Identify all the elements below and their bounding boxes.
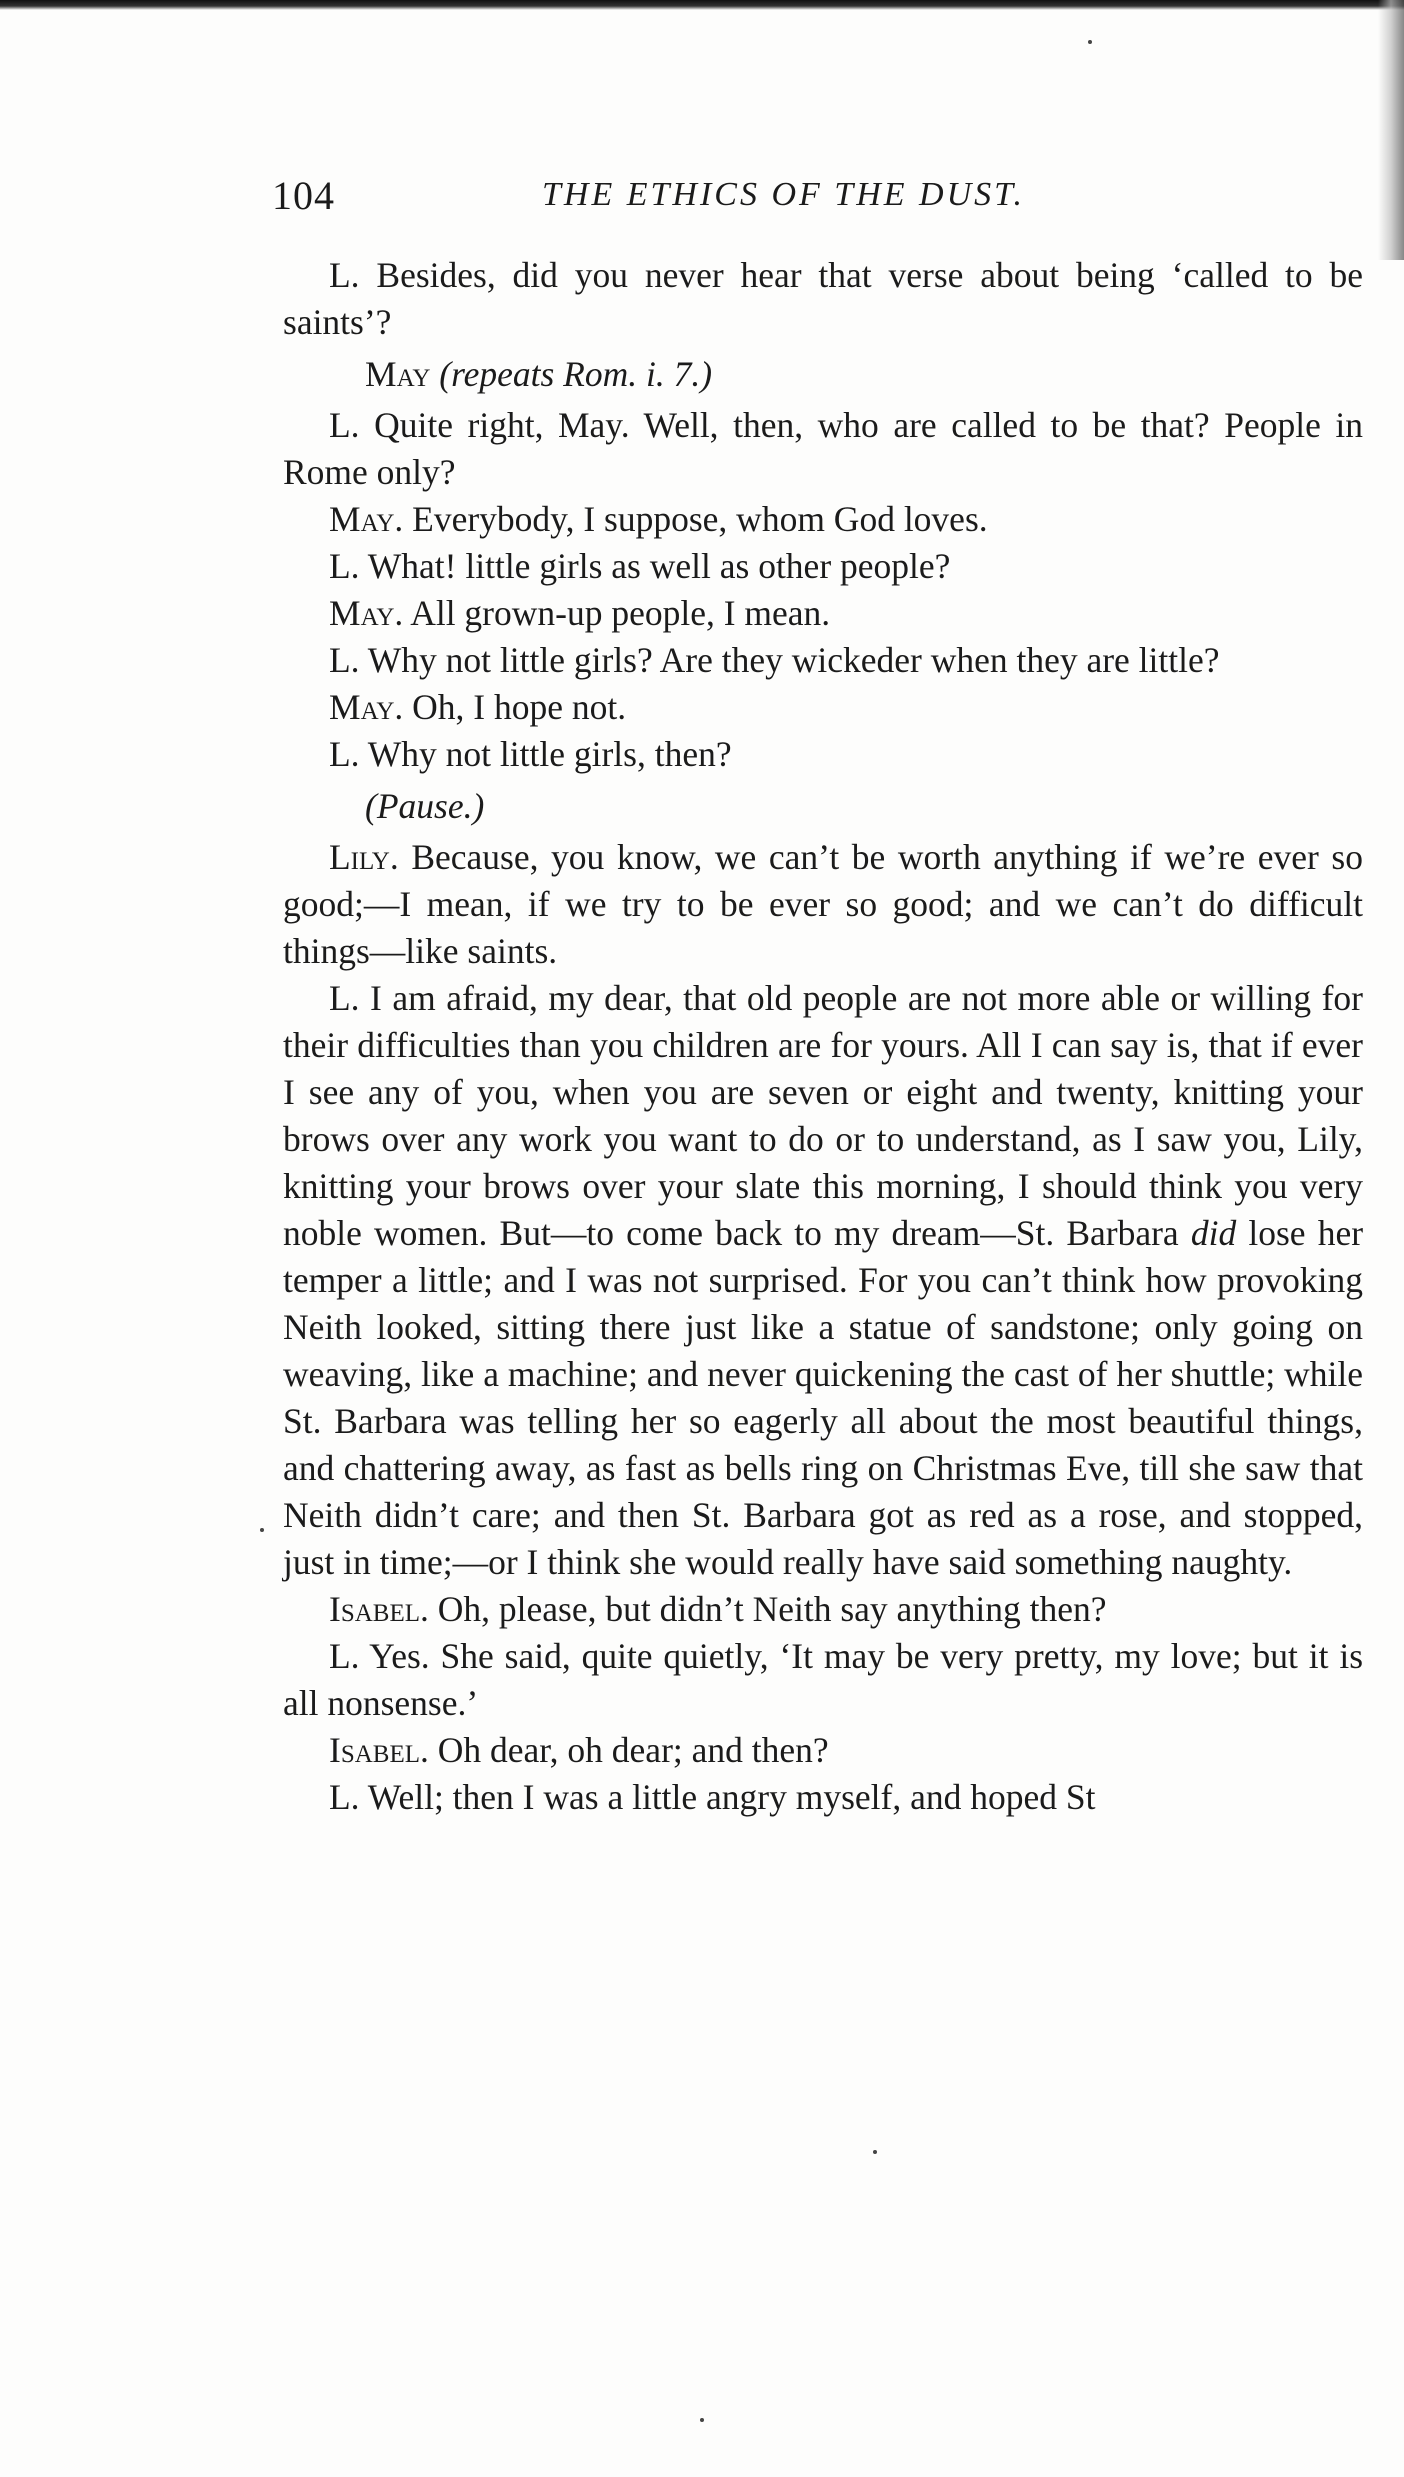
body-text (283, 252, 1363, 1821)
page-top-edge (0, 0, 1404, 10)
paragraph-text: (repeats Rom. i. 7.) (439, 354, 713, 394)
speck-mark (700, 2418, 704, 2422)
speck-mark (260, 1528, 264, 1532)
paragraph-text: I am afraid, my dear, that old people are not more able or willing for their difficulties than you children are for yours. All I can say is, that if ever I see any of you, when you are seven or eight and twenty, knitting your brows over any work you want to do or to understand, as I saw you, Lily, knitting your brows over your slate this morning, I should think you very noble women. But—to come back to my dream—St. Barbara (283, 978, 1364, 1253)
dialogue-paragraph (283, 975, 1363, 1586)
speaker: May. (329, 593, 404, 633)
dialogue-paragraph (283, 1774, 1363, 1821)
speaker: May (365, 354, 431, 394)
paragraph-text: Why not little girls, then? (367, 734, 732, 774)
speaker: L. (329, 546, 360, 586)
speaker: L. (329, 978, 360, 1018)
speaker: L. (329, 255, 360, 295)
paragraph-text: Quite right, May. Well, then, who are called to be that? People in Rome only? (283, 405, 1363, 492)
paragraph-text: (Pause.) (365, 786, 485, 826)
paragraph-text: Yes. She said, quite quietly, ‘It may be very pretty, my love; but it is all nonsense.’ (283, 1636, 1364, 1723)
paragraph-text: Oh dear, oh dear; and then? (437, 1730, 829, 1770)
speck-mark (873, 2150, 877, 2154)
speaker: Lily. (329, 837, 399, 877)
paragraph-text: Everybody, I suppose, whom God loves. (412, 499, 988, 539)
stage-direction (283, 351, 1363, 398)
speaker: L. (329, 1636, 360, 1676)
speaker: May. (329, 499, 404, 539)
speaker: May. (329, 687, 404, 727)
speaker: L. (329, 405, 360, 445)
page-header (272, 172, 1362, 222)
speaker: L. (329, 734, 360, 774)
dialogue-paragraph (283, 684, 1363, 731)
paragraph-text: Oh, I hope not. (412, 687, 627, 727)
dialogue-paragraph (283, 1633, 1363, 1727)
dialogue-paragraph (283, 496, 1363, 543)
paragraph-text: Why not little girls? Are they wickeder when they are little? (367, 640, 1220, 680)
paragraph-text: All grown-up people, I mean. (410, 593, 831, 633)
speaker: Isabel. (329, 1589, 429, 1629)
dialogue-paragraph (283, 252, 1363, 346)
page-number: 104 (272, 173, 335, 218)
dialogue-paragraph (283, 1727, 1363, 1774)
paragraph-text: Oh, please, but didn’t Neith say anything then? (437, 1589, 1107, 1629)
paragraph-text: lose her temper a little; and I was not surprised. For you can’t think how provoking Neith looked, sitting there just like a statue of sandstone; only going on weaving, like a machine; and never quickening the cast of her shuttle; while St. Barbara was telling her so eagerly all about the most beautiful things, and chattering away, as fast as bells ring on Christmas Eve, till she saw that Neith didn’t care; and then St. Barbara got as red as a rose, and stopped, just in time;—or I think she would really have said something naughty. (283, 1213, 1364, 1582)
running-title: THE ETHICS OF THE DUST. (542, 176, 1026, 213)
dialogue-paragraph (283, 637, 1363, 684)
dialogue-paragraph (283, 590, 1363, 637)
speaker: L. (329, 1777, 360, 1817)
stage-direction (283, 783, 1363, 830)
paragraph-text: What! little girls as well as other people? (367, 546, 951, 586)
dialogue-paragraph (283, 1586, 1363, 1633)
dialogue-paragraph (283, 731, 1363, 778)
page-right-edge (1378, 0, 1404, 260)
paragraph-text: Besides, did you never hear that verse about being ‘called to be saints’? (283, 255, 1364, 342)
emphasis-text: did (1190, 1213, 1237, 1253)
dialogue-paragraph (283, 402, 1363, 496)
paragraph-text: Because, you know, we can’t be worth anything if we’re ever so good;—I mean, if we try to be ever so good; and we can’t do difficult things—like saints. (283, 837, 1363, 971)
dialogue-paragraph (283, 543, 1363, 590)
speck-mark (1088, 40, 1092, 44)
speaker: L. (329, 640, 360, 680)
paragraph-text: Well; then I was a little angry myself, and hoped St (367, 1777, 1096, 1817)
speaker: Isabel. (329, 1730, 429, 1770)
dialogue-paragraph (283, 834, 1363, 975)
